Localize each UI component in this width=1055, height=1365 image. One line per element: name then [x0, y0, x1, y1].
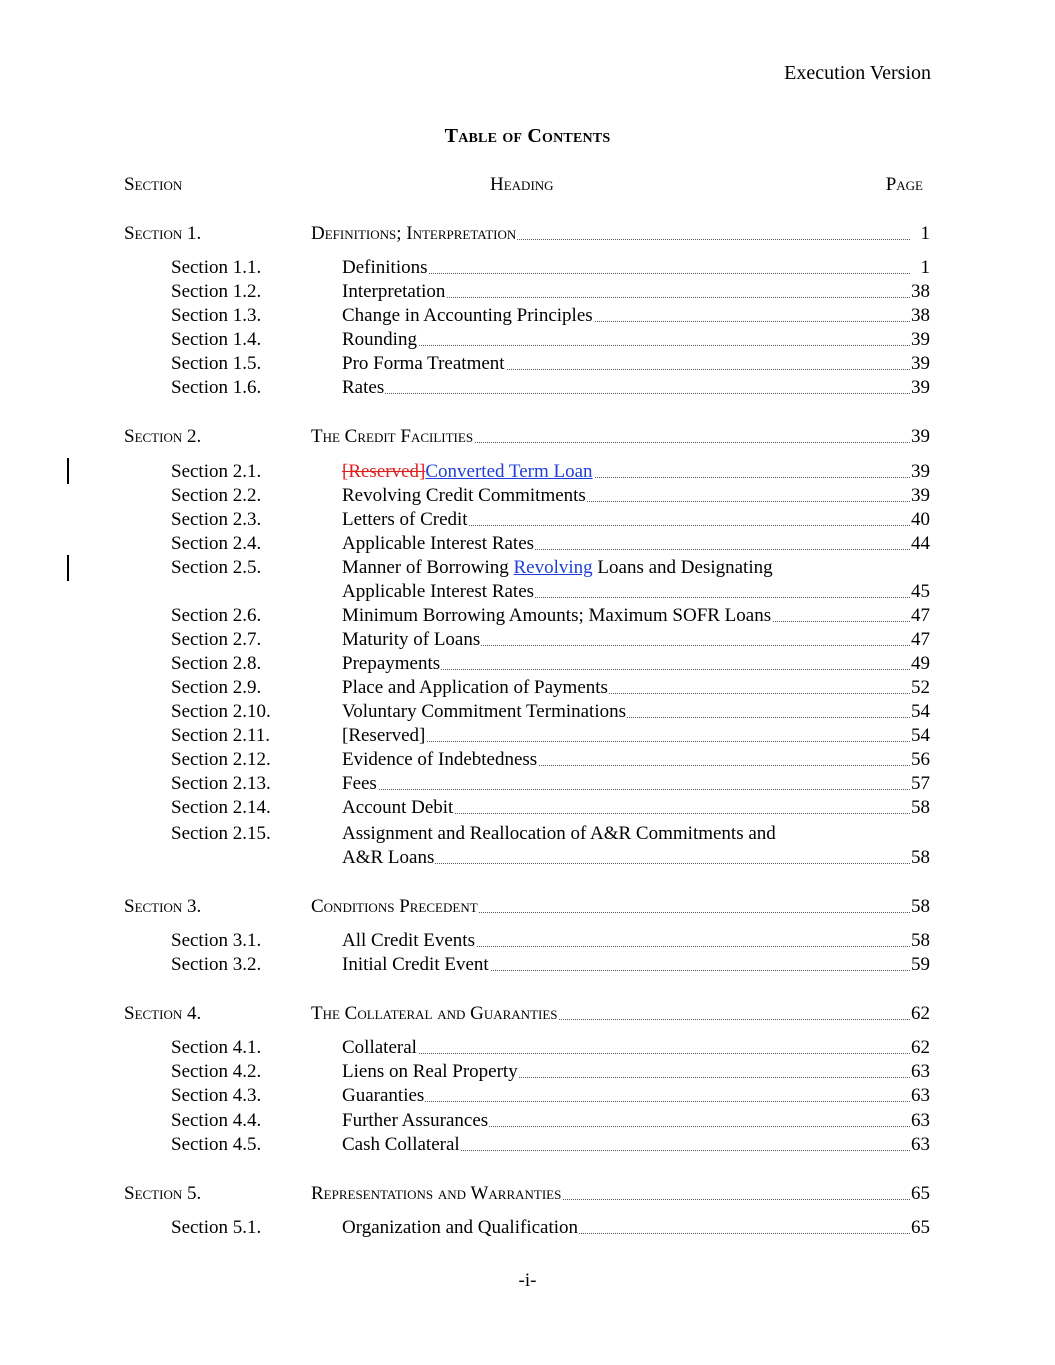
entry-title: Change in Accounting Principles [342, 305, 593, 326]
toc-entry[interactable] [0, 701, 1055, 725]
entry-number: Section 2.14. [171, 797, 271, 818]
toc-entry-continuation[interactable] [0, 581, 1055, 605]
section-title: Representations and Warranties [311, 1183, 562, 1204]
toc-entry-continuation[interactable] [0, 847, 1055, 871]
entry-number: Section 1.5. [171, 353, 262, 374]
entry-number: Section 2.10. [171, 701, 271, 722]
toc-entry[interactable] [0, 797, 1055, 821]
page-number: 39 [911, 426, 930, 447]
section-number: Section 4. [124, 1003, 202, 1024]
page-number: 38 [911, 281, 930, 302]
entry-title: All Credit Events [342, 930, 475, 951]
page-number: 58 [911, 847, 930, 868]
toc-entry[interactable] [0, 1085, 1055, 1109]
toc-entry[interactable] [0, 377, 1055, 401]
page-number: 39 [911, 377, 930, 398]
section-number: Section 2. [124, 426, 202, 447]
entry-title: Assignment and Reallocation of A&R Commitments and [342, 823, 776, 844]
entry-number: Section 4.5. [171, 1134, 262, 1155]
toc-entry[interactable] [0, 605, 1055, 629]
inserted-text: Revolving [513, 557, 593, 578]
toc-entry[interactable] [0, 1134, 1055, 1158]
section-title: The Credit Facilities [311, 426, 474, 447]
dot-leader [342, 393, 910, 394]
entry-number: Section 2.15. [171, 823, 271, 844]
page-number: 62 [911, 1037, 930, 1058]
entry-title: Maturity of Loans [342, 629, 481, 650]
toc-title: Table of Contents [444, 125, 611, 147]
toc-section-heading[interactable] [0, 426, 1055, 450]
toc-entry[interactable] [0, 509, 1055, 533]
entry-number: Section 1.4. [171, 329, 262, 350]
footer-page-number: -i- [518, 1270, 537, 1291]
toc-entry[interactable] [0, 1110, 1055, 1134]
entry-title: Voluntary Commitment Terminations [342, 701, 627, 722]
toc-section-heading[interactable] [0, 1003, 1055, 1027]
toc-entry[interactable] [0, 461, 1055, 485]
entry-number: Section 4.2. [171, 1061, 262, 1082]
entry-title: Cash Collateral [342, 1134, 460, 1155]
toc-section-heading[interactable] [0, 896, 1055, 920]
entry-number: Section 2.2. [171, 485, 262, 506]
entry-number: Section 2.9. [171, 677, 262, 698]
entry-title: Account Debit [342, 797, 454, 818]
page-number: 39 [911, 353, 930, 374]
column-header-page: Page [885, 174, 923, 195]
entry-title: Further Assurances [342, 1110, 489, 1131]
page-number: 40 [911, 509, 930, 530]
entry-number: Section 4.4. [171, 1110, 262, 1131]
toc-section-heading[interactable] [0, 1183, 1055, 1207]
page-number: 59 [911, 954, 930, 975]
page-number: 1 [920, 223, 930, 244]
entry-title: [Reserved] [342, 725, 426, 746]
entry-title-part: Manner of Borrowing [342, 557, 509, 578]
entry-number: Section 3.2. [171, 954, 262, 975]
toc-entry[interactable] [0, 353, 1055, 377]
page-number: 63 [911, 1085, 930, 1106]
toc-entry[interactable] [0, 954, 1055, 978]
section-number: Section 3. [124, 896, 202, 917]
page-number: 58 [911, 930, 930, 951]
entry-number: Section 2.11. [171, 725, 271, 746]
entry-title [342, 557, 774, 579]
toc-entry[interactable] [0, 281, 1055, 305]
page-number: 39 [911, 461, 930, 482]
column-header-heading: Heading [490, 174, 554, 195]
entry-number: Section 1.2. [171, 281, 262, 302]
entry-number: Section 1.1. [171, 257, 262, 278]
page-number: 63 [911, 1134, 930, 1155]
entry-title: Liens on Real Property [342, 1061, 518, 1082]
entry-title: Collateral [342, 1037, 417, 1058]
entry-title: Guaranties [342, 1085, 425, 1106]
entry-number: Section 1.6. [171, 377, 262, 398]
entry-number: Section 4.1. [171, 1037, 262, 1058]
page-number: 39 [911, 485, 930, 506]
column-header-section: Section [124, 174, 183, 195]
entry-number: Section 5.1. [171, 1217, 262, 1238]
inserted-text: Converted Term Loan [425, 461, 593, 482]
entry-number: Section 4.3. [171, 1085, 262, 1106]
page-number: 62 [911, 1003, 930, 1024]
entry-title: Applicable Interest Rates [342, 533, 535, 554]
page-number: 54 [911, 725, 930, 746]
dot-leader [342, 789, 910, 790]
page-number: 58 [911, 896, 930, 917]
version-label: Execution Version [784, 62, 931, 84]
entry-number: Section 2.7. [171, 629, 262, 650]
entry-number: Section 2.8. [171, 653, 262, 674]
entry-title: Prepayments [342, 653, 441, 674]
page-number: 39 [911, 329, 930, 350]
page-number: 49 [911, 653, 930, 674]
entry-number: Section 2.3. [171, 509, 262, 530]
entry-number: Section 2.5. [171, 557, 262, 578]
deleted-text: [Reserved] [342, 461, 426, 482]
toc-entry[interactable] [0, 305, 1055, 329]
toc-entry[interactable] [0, 749, 1055, 773]
page-number: 54 [911, 701, 930, 722]
page-number: 44 [911, 533, 930, 554]
entry-title: Fees [342, 773, 377, 794]
toc-entry[interactable] [0, 557, 1055, 581]
dot-leader [342, 1101, 910, 1102]
entry-number: Section 2.12. [171, 749, 271, 770]
toc-entry[interactable] [0, 773, 1055, 797]
page-number: 63 [911, 1061, 930, 1082]
page-number: 65 [911, 1217, 930, 1238]
page-number: 63 [911, 1110, 930, 1131]
entry-number: Section 2.6. [171, 605, 262, 626]
toc-entry[interactable] [0, 725, 1055, 749]
entry-title: Place and Application of Payments [342, 677, 608, 698]
page-number: 65 [911, 1183, 930, 1204]
dot-leader [342, 345, 910, 346]
toc-entry[interactable] [0, 533, 1055, 557]
dot-leader [342, 1053, 910, 1054]
toc-entry[interactable] [0, 653, 1055, 677]
page-number: 47 [911, 629, 930, 650]
entry-title: Minimum Borrowing Amounts; Maximum SOFR Loans [342, 605, 772, 626]
page-number: 58 [911, 797, 930, 818]
toc-entry[interactable] [0, 823, 1055, 847]
entry-title: Pro Forma Treatment [342, 353, 505, 374]
dot-leader [342, 741, 910, 742]
toc-entry[interactable] [0, 257, 1055, 281]
section-title: Conditions Precedent [311, 896, 478, 917]
toc-entry[interactable] [0, 1037, 1055, 1061]
page-number: 52 [911, 677, 930, 698]
section-number: Section 5. [124, 1183, 202, 1204]
entry-title-line2: Applicable Interest Rates [342, 581, 535, 602]
entry-title: Initial Credit Event [342, 954, 489, 975]
section-title: Definitions; Interpretation [311, 223, 517, 244]
page-number: 57 [911, 773, 930, 794]
toc-entry[interactable] [0, 1061, 1055, 1085]
entry-number: Section 1.3. [171, 305, 262, 326]
entry-title: Revolving Credit Commitments [342, 485, 586, 506]
entry-title: Rounding [342, 329, 417, 350]
entry-title: Interpretation [342, 281, 446, 302]
toc-entry[interactable] [0, 485, 1055, 509]
entry-title-line2: A&R Loans [342, 847, 435, 868]
toc-entry[interactable] [0, 677, 1055, 701]
entry-title: Organization and Qualification [342, 1217, 579, 1238]
page-number: 1 [920, 257, 930, 278]
entry-title: Rates [342, 377, 385, 398]
toc-entry[interactable] [0, 629, 1055, 653]
section-title: The Collateral and Guaranties [311, 1003, 558, 1024]
toc-entry[interactable] [0, 930, 1055, 954]
entry-title [342, 461, 594, 483]
page-number: 38 [911, 305, 930, 326]
section-number: Section 1. [124, 223, 202, 244]
entry-number: Section 2.4. [171, 533, 262, 554]
entry-number: Section 3.1. [171, 930, 262, 951]
entry-title: Letters of Credit [342, 509, 468, 530]
page-number: 56 [911, 749, 930, 770]
entry-number: Section 2.13. [171, 773, 271, 794]
entry-title-part: Loans and Designating [597, 557, 773, 578]
entry-title: Definitions [342, 257, 428, 278]
entry-number: Section 2.1. [171, 461, 262, 482]
toc-entry[interactable] [0, 329, 1055, 353]
page-number: 47 [911, 605, 930, 626]
toc-entry[interactable] [0, 1217, 1055, 1241]
toc-section-heading[interactable] [0, 223, 1055, 247]
entry-title: Evidence of Indebtedness [342, 749, 538, 770]
page-number: 45 [911, 581, 930, 602]
